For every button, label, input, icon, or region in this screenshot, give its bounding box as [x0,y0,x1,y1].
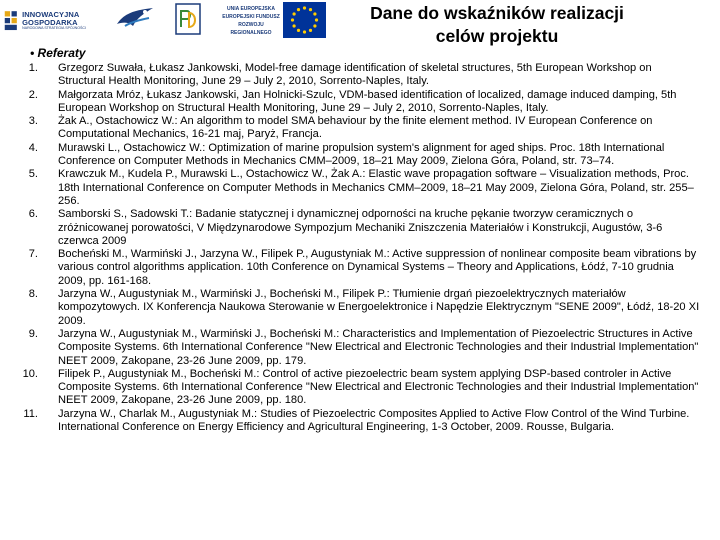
reference-text: Bocheński M., Warmiński J., Jarzyna W., Filipek P., Augustyniak M.: Active suppression of nonlinear composite beam vibrations by various control algorithms application. 10th Conference on Dynamical Systems – Theory and Applications, Łódź, 7-10 grudnia 2009, pp. 161-168. [58,248,697,287]
reference-number: 5. [28,168,38,181]
innowacyjna-gospodarka-logo [4,2,86,40]
eu-fund-text [220,5,282,37]
reference-item [0,208,700,248]
reference-item [0,168,700,208]
reference-item [0,288,700,328]
reference-number: 10. [22,367,38,380]
logo-line-2: GOSPODARKA [22,17,78,27]
reference-item [0,62,700,89]
eu-text-line: EUROPEJSKI FUNDUSZ [222,14,280,20]
eu-flag-icon [283,2,326,38]
reference-text: Jarzyna W., Augustyniak M., Warmiński J., Bocheński M.: Characteristics and Implementation of Piezoelectric Structures in Active Composite Systems. 6th International Conference "New Electrical and Electronic Technologies and their Industrial Implementation" NEET 2009, Zakopane, 23-26 June 2009, pp. 179. [58,327,699,367]
reference-number: 4. [28,141,38,154]
reference-number: 9. [28,327,38,340]
reference-number: 6. [28,208,38,221]
reference-number: 3. [28,115,38,128]
slide-title: Dane do wskaźników realizacji celów projektu [370,3,624,46]
bird-logo-icon [115,4,155,34]
reference-number: 2. [28,88,38,101]
logo-line-1: INNOWACYJNA [22,9,80,19]
reference-number: 7. [28,248,38,261]
eu-text-line: ROZWOJU REGIONALNEGO [230,22,272,36]
references-list [0,62,700,434]
reference-item [0,368,700,408]
reference-item [0,115,700,142]
section-label-referaty: • Referaty [30,46,86,60]
innowacyjna-gospodarka-mark-icon [4,6,19,36]
reference-item [0,142,700,169]
reference-number: 8. [28,288,38,301]
reference-text: Żak A., Ostachowicz W.: An algorithm to model SMA behaviour by the finite element method. IV European Conference on Computational Mechanics, 16-21 maj, Paryż, Francja. [58,115,653,141]
reference-item [0,328,700,368]
reference-text: Jarzyna W., Charlak M., Augustyniak M.: Studies of Piezoelectric Composites Applied to Active Flow Control of the Wind Turbine. International Conference on Energy Efficiency and Agricultural Engineering, 1-3 October, 2009. Rousse, Bulgaria. [58,407,690,434]
logo-line-3: NARODOWA STRATEGIA SPÓJNOŚCI [22,26,86,31]
reference-number: 11. [23,407,38,420]
reference-item [0,248,700,288]
reference-item [0,408,700,435]
reference-text: Samborski S., Sadowski T.: Badanie statycznej i dynamicznej odporności na kruche pękanie tworzyw ceramicznych o zróżnicowanej porowatości, V Międzynarodowe Sympozjum Mechaniki Zniszczenia Materiałów i Konstrukcji, Augustów, 3-6 czerwca 2009 [58,208,663,247]
eu-text-line: UNIA EUROPEJSKA [227,6,275,12]
reference-text: Krawczuk M., Kudela P., Murawski L., Ostachowicz W., Żak A.: Elastic wave propagation software – Visualization methods, Proc. 18th International Conference on Computer Methods in Mechanics CMM–2009, 18–21 May 2009, Zielona Góra, Poland, str. 255–256. [58,168,694,207]
reference-number: 1. [28,62,38,74]
institution-logo-icon [175,3,201,35]
reference-text: Jarzyna W., Augustyniak M., Warmiński J., Bocheński M., Filipek P.: Tłumienie drgań piezoelektrycznych materiałów kompozytowych. IX Konferencja Naukowa Sterowanie w Energoelektronice i Napędzie Elektrycznym "SENE 2009", Łódź, 18-20 XI 2009. [58,288,700,327]
reference-text: Filipek P., Augustyniak M., Bocheński M.: Control of active piezoelectric beam system applying DSP-based controler in Active Composite Systems. 6th International Conference "New Electrical and Electronic Technologies and their Industrial Implementation" NEET 2009, Zakopane, 23-26 June 2009, pp. 180. [58,367,699,407]
reference-text: Grzegorz Suwała, Łukasz Jankowski, Model-free damage identification of skeletal structures, 5th European Workshop on Structural Health Monitoring, June 29 – July 2, 2010, Sorrento-Naples, Italy. [58,62,652,88]
reference-item [0,89,700,116]
reference-text: Małgorzata Mróz, Łukasz Jankowski, Jan Holnicki-Szulc, VDM-based identification of localized, damage induced damping, 5th European Workshop on Structural Health Monitoring, June 29 – July 2, 2010, Sorrento-Naples, Italy. [58,88,677,114]
reference-text: Murawski L., Ostachowicz W.: Optimization of marine propulsion system's alignment for aged ships. Proc. 18th International Conference on Computer Methods in Mechanics CMM–2009, 18–21 May 2009, Zielona Góra, Poland, str. 73–74. [58,141,665,168]
